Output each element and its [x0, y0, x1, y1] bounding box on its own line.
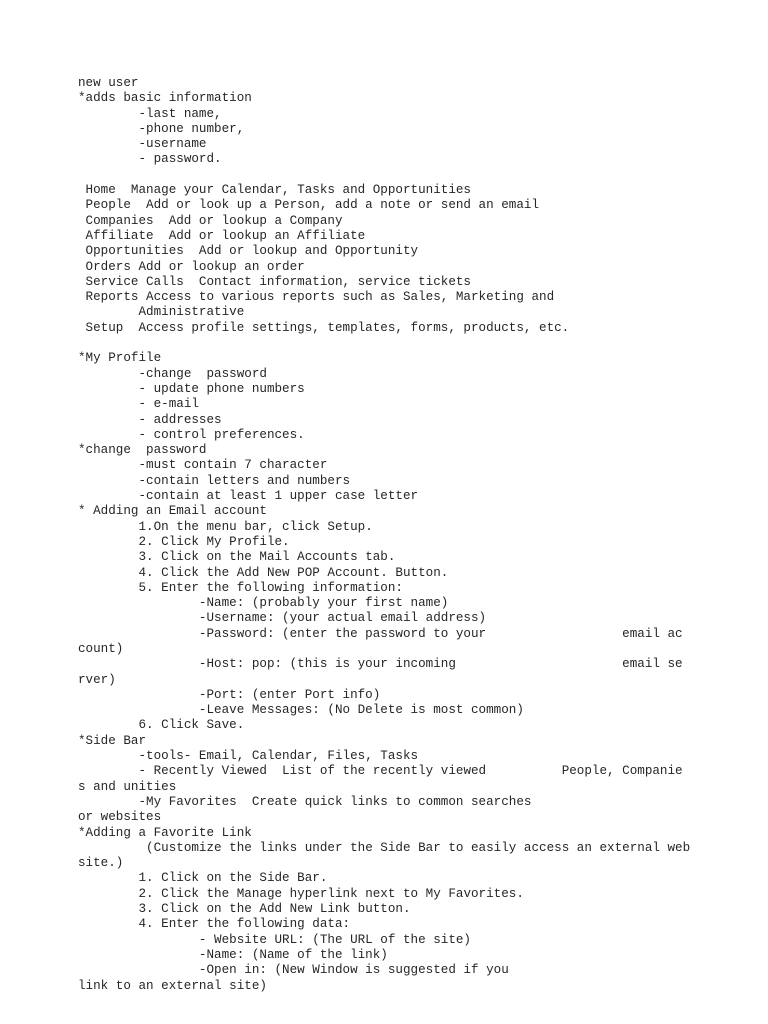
document-line: Home Manage your Calendar, Tasks and Opportunities	[78, 183, 471, 198]
document-line: -username	[78, 137, 207, 152]
document-line: (Customize the links under the Side Bar to easily access an external web	[78, 840, 691, 855]
document-line: - password.	[78, 152, 222, 167]
document-line: Orders Add or lookup an order	[78, 259, 305, 274]
document-line: 4. Click the Add New POP Account. Button.	[78, 565, 449, 580]
document-line: - e-mail	[78, 397, 199, 412]
document-line: -My Favorites Create quick links to common searches	[78, 794, 532, 809]
document-line: - addresses	[78, 412, 222, 427]
document-line: -tools- Email, Calendar, Files, Tasks	[78, 749, 419, 764]
document-line: - Recently Viewed List of the recently viewed People, Companie	[78, 764, 683, 779]
document-line: Reports Access to various reports such as Sales, Marketing and	[78, 290, 555, 305]
document-line: *change password	[78, 443, 207, 458]
document-line: -Leave Messages: (No Delete is most common)	[78, 703, 524, 718]
document-line: -contain letters and numbers	[78, 473, 351, 488]
document-line: rver)	[78, 672, 116, 687]
document-line: -must contain 7 character	[78, 458, 328, 473]
document-line: - control preferences.	[78, 427, 305, 442]
document-line	[78, 168, 690, 183]
document-line: count)	[78, 641, 124, 656]
document-line: site.)	[78, 856, 124, 871]
document-line: Administrative	[78, 305, 245, 320]
document-line: -change password	[78, 366, 267, 381]
document-line: People Add or look up a Person, add a note or send an email	[78, 198, 540, 213]
document-line: -contain at least 1 upper case letter	[78, 489, 419, 504]
document-line: -Name: (Name of the link)	[78, 947, 388, 962]
document-line: Service Calls Contact information, service tickets	[78, 274, 471, 289]
document-line: 5. Enter the following information:	[78, 580, 403, 595]
document-line: new user	[78, 76, 139, 90]
document-line: -Port: (enter Port info)	[78, 687, 381, 702]
document-line: 4. Enter the following data:	[78, 917, 351, 932]
document-line: *My Profile	[78, 351, 162, 366]
document-line: -Host: pop: (this is your incoming email se	[78, 657, 683, 672]
document-line: - update phone numbers	[78, 381, 305, 396]
document-line: -Name: (probably your first name)	[78, 596, 449, 611]
document-line: *adds basic information	[78, 91, 252, 106]
document-line: *Side Bar	[78, 733, 147, 748]
document-line: link to an external site)	[78, 978, 267, 993]
document-body	[78, 76, 690, 994]
document-line	[78, 336, 690, 351]
document-line: - Website URL: (The URL of the site)	[78, 932, 471, 947]
document-line: -last name,	[78, 106, 222, 121]
document-line: -Open in: (New Window is suggested if you	[78, 963, 509, 978]
document-line: Opportunities Add or lookup and Opportunity	[78, 244, 419, 259]
document-line: 6. Click Save.	[78, 718, 245, 733]
document-line: 3. Click on the Add New Link button.	[78, 902, 411, 917]
document-line: * Adding an Email account	[78, 504, 267, 519]
document-line: 3. Click on the Mail Accounts tab.	[78, 550, 396, 565]
document-line: -Username: (your actual email address)	[78, 611, 487, 626]
document-line: Companies Add or lookup a Company	[78, 213, 343, 228]
document-line: -Password: (enter the password to your email ac	[78, 626, 683, 641]
document-line: or websites	[78, 810, 162, 825]
document-line: 1.On the menu bar, click Setup.	[78, 519, 373, 534]
document-line: Affiliate Add or lookup an Affiliate	[78, 228, 366, 243]
document-line: Setup Access profile settings, templates, forms, products, etc.	[78, 320, 570, 335]
document-line: s and unities	[78, 779, 177, 794]
document-line: 1. Click on the Side Bar.	[78, 871, 328, 886]
document-line: *Adding a Favorite Link	[78, 825, 252, 840]
document-line: 2. Click the Manage hyperlink next to My Favorites.	[78, 886, 524, 901]
document-line: 2. Click My Profile.	[78, 534, 290, 549]
document-line: -phone number,	[78, 121, 245, 136]
